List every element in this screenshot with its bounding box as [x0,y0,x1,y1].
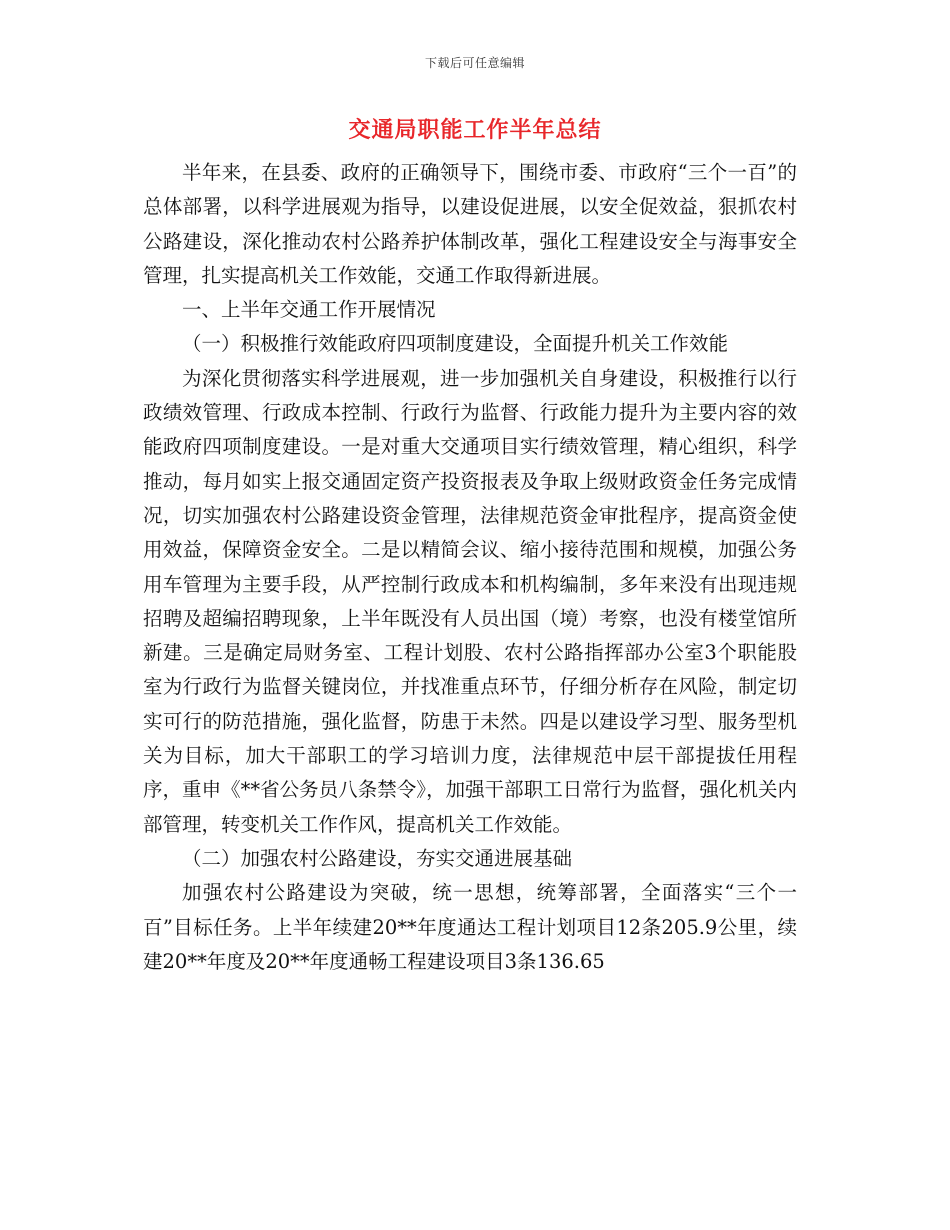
body-paragraph-2: 加强农村公路建设为突破，统一思想，统筹部署，全面落实“三个一百”目标任务。上半年续建20**年度通达工程计划项目12条205.9公里，续建20**年度及20**年度通畅工程建设项目3条136.65 [143,881,797,973]
body-paragraph-1: 为深化贯彻落实科学进展观，进一步加强机关自身建设，积极推行以行政绩效管理、行政成本控制、行政行为监督、行政能力提升为主要内容的效能政府四项制度建设。一是对重大交通项目实行绩效管理，精心组织，科学推动，每月如实上报交通固定资产投资报表及争取上级财政资金任务完成情况，切实加强农村公路建设资金管理，法律规范资金审批程序，提高资金使用效益，保障资金安全。二是以精简会议、缩小接待范围和规模，加强公务用车管理为主要手段，从严控制行政成本和机构编制，多年来没有出现违规招聘及超编招聘现象，上半年既没有人员出国（境）考察，也没有楼堂馆所新建。三是确定局财务室、工程计划股、农村公路指挥部办公室3个职能股室为行政行为监督关键岗位，并找准重点环节，仔细分析存在风险，制定切实可行的防范措施，强化监督，防患于未然。四是以建设学习型、服务型机关为目标，加大干部职工的学习培训力度，法律规范中层干部提拔任用程序，重申《**省公务员八条禁令》，加强干部职工日常行为监督，强化机关内部管理，转变机关工作作风，提高机关工作效能。 [143,366,797,836]
document-body [143,156,797,979]
document-title: 交通局职能工作半年总结 [348,117,602,143]
intro-paragraph: 半年来，在县委、政府的正确领导下，围绕市委、市政府“三个一百”的总体部署，以科学进展观为指导，以建设促进展，以安全促效益，狠抓农村公路建设，深化推动农村公路养护体制改革，强化工程建设安全与海事安全管理，扎实提高机关工作效能，交通工作取得新进展。 [143,161,797,287]
section-heading: 一、上半年交通工作开展情况 [182,298,436,322]
subsection-heading-1: （一）积极推行效能政府四项制度建设，全面提升机关工作效能 [182,332,729,356]
subsection-heading-2: （二）加强农村公路建设，夯实交通进展基础 [182,846,573,870]
header-note: 下载后可任意编辑 [424,56,525,70]
